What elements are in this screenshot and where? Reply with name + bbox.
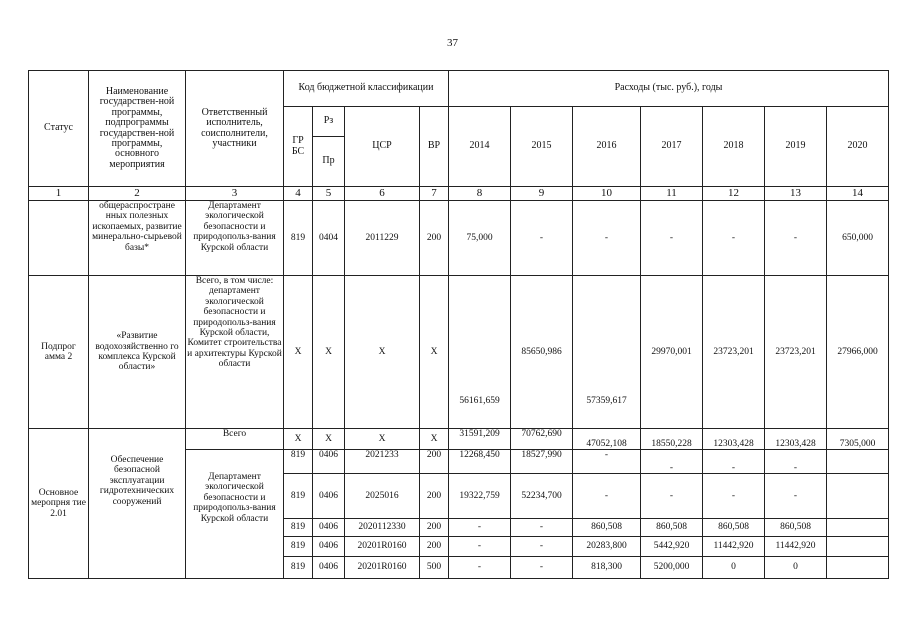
grbs-cell: 819 [284, 201, 313, 276]
amount-2016: 818,300 [573, 557, 641, 579]
amount-2015: 52234,700 [511, 474, 573, 519]
executor-cell: Департамент экологической безопасности и природопольз-вания Курской области [186, 201, 284, 276]
grbs-cell: 819 [284, 474, 313, 519]
amount-2014: 31591,209 [449, 429, 511, 450]
vr-cell: X [420, 429, 449, 450]
table-row [29, 429, 889, 450]
table-row [29, 276, 889, 429]
amount-2019: 23723,201 [765, 276, 827, 429]
amount-2020 [827, 519, 889, 537]
vr-cell: 500 [420, 557, 449, 579]
amount-2016: - [573, 201, 641, 276]
page-number: 37 [447, 37, 458, 49]
header-year-2016: 2016 [573, 107, 641, 187]
amount-2017: 18550,228 [641, 429, 703, 450]
amount-2015: - [511, 201, 573, 276]
col-number: 5 [313, 187, 345, 201]
rz-pr-cell: 0406 [313, 519, 345, 537]
col-number: 3 [186, 187, 284, 201]
csr-cell: 2020112330 [345, 519, 420, 537]
amount-2020: 27966,000 [827, 276, 889, 429]
grbs-cell: 819 [284, 537, 313, 557]
amount-2015: 85650,986 [511, 276, 573, 429]
amount-2016: 47052,108 [573, 429, 641, 450]
header-row-1 [29, 71, 889, 107]
amount-2018: - [703, 474, 765, 519]
amount-2018: 860,508 [703, 519, 765, 537]
csr-cell: 2011229 [345, 201, 420, 276]
col-number: 12 [703, 187, 765, 201]
amount-2015: - [511, 537, 573, 557]
col-number: 11 [641, 187, 703, 201]
executor-cell: Всего, в том числе: департамент экологической безопасности и природопольз-вания Курской области, Комитет строительства и архитектуры Курской области [186, 276, 284, 429]
header-year-2018: 2018 [703, 107, 765, 187]
amount-2017: 29970,001 [641, 276, 703, 429]
amount-2020 [827, 450, 889, 474]
csr-cell: 2025016 [345, 474, 420, 519]
col-number: 10 [573, 187, 641, 201]
header-year-2019: 2019 [765, 107, 827, 187]
csr-cell: 20201R0160 [345, 537, 420, 557]
csr-cell: X [345, 429, 420, 450]
amount-2014: - [449, 557, 511, 579]
amount-2020: 650,000 [827, 201, 889, 276]
amount-2019: 860,508 [765, 519, 827, 537]
amount-2019: 0 [765, 557, 827, 579]
column-number-row [29, 187, 889, 201]
amount-2019: - [765, 201, 827, 276]
header-year-2020: 2020 [827, 107, 889, 187]
amount-2018: 0 [703, 557, 765, 579]
amount-2015: - [511, 519, 573, 537]
header-pr: Пр [313, 137, 345, 187]
budget-table [28, 70, 889, 579]
col-number: 14 [827, 187, 889, 201]
name-cell: общераспростране нных полезных ископаемых, развитие минерально-сырьевой базы* [89, 201, 186, 276]
name-cell: «Развитие водохозяйственно го комплекса Курской области» [89, 276, 186, 429]
header-rz: Рз [313, 107, 345, 137]
header-budget-code: Код бюджетной классификации [284, 71, 449, 107]
header-year-2015: 2015 [511, 107, 573, 187]
header-csr: ЦСР [345, 107, 420, 187]
amount-2014: 75,000 [449, 201, 511, 276]
amount-2020: 7305,000 [827, 429, 889, 450]
executor-cell: Всего [186, 429, 284, 450]
grbs-cell: X [284, 276, 313, 429]
amount-2019: - [765, 450, 827, 474]
col-number: 4 [284, 187, 313, 201]
header-vr: ВР [420, 107, 449, 187]
name-cell: Обеспечение безопасной эксплуатации гидротехнических сооружений [89, 429, 186, 579]
col-number: 13 [765, 187, 827, 201]
amount-2019: - [765, 474, 827, 519]
vr-cell: 200 [420, 519, 449, 537]
amount-2016: - [573, 450, 641, 474]
vr-cell: 200 [420, 201, 449, 276]
header-grbs: ГР БС [284, 107, 313, 187]
header-executor: Ответственный исполнитель, соисполнители, участники [186, 71, 284, 187]
vr-cell: 200 [420, 474, 449, 519]
rz-pr-cell: 0404 [313, 201, 345, 276]
rz-pr-cell: 0406 [313, 537, 345, 557]
header-expenses: Расходы (тыс. руб.), годы [449, 71, 889, 107]
grbs-cell: 819 [284, 450, 313, 474]
csr-cell: 20201R0160 [345, 557, 420, 579]
rz-pr-cell: X [313, 276, 345, 429]
amount-2019: 12303,428 [765, 429, 827, 450]
col-number: 9 [511, 187, 573, 201]
amount-2016: - [573, 474, 641, 519]
header-year-2017: 2017 [641, 107, 703, 187]
amount-2014: 12268,450 [449, 450, 511, 474]
amount-2020 [827, 557, 889, 579]
rz-pr-cell: 0406 [313, 557, 345, 579]
col-number: 1 [29, 187, 89, 201]
table-row [29, 201, 889, 276]
amount-2017: 5442,920 [641, 537, 703, 557]
csr-cell: X [345, 276, 420, 429]
amount-2014: 19322,759 [449, 474, 511, 519]
col-number: 2 [89, 187, 186, 201]
amount-2018: 11442,920 [703, 537, 765, 557]
amount-2018: 23723,201 [703, 276, 765, 429]
amount-2015: - [511, 557, 573, 579]
amount-2017: - [641, 201, 703, 276]
vr-cell: 200 [420, 450, 449, 474]
amount-2016: 860,508 [573, 519, 641, 537]
amount-2017: - [641, 474, 703, 519]
grbs-cell: 819 [284, 519, 313, 537]
rz-pr-cell: 0406 [313, 474, 345, 519]
col-number: 6 [345, 187, 420, 201]
grbs-cell: 819 [284, 557, 313, 579]
amount-2018: 12303,428 [703, 429, 765, 450]
rz-pr-cell: 0406 [313, 450, 345, 474]
amount-2014: - [449, 519, 511, 537]
amount-2015: 70762,690 [511, 429, 573, 450]
status-cell: Основное меропрня тие 2.01 [29, 429, 89, 579]
amount-2014: - [449, 537, 511, 557]
amount-2018: - [703, 201, 765, 276]
amount-2020 [827, 537, 889, 557]
grbs-cell: X [284, 429, 313, 450]
vr-cell: 200 [420, 537, 449, 557]
status-cell [29, 201, 89, 276]
amount-2019: 11442,920 [765, 537, 827, 557]
amount-2017: 860,508 [641, 519, 703, 537]
vr-cell: X [420, 276, 449, 429]
header-year-2014: 2014 [449, 107, 511, 187]
amount-2016: 57359,617 [573, 276, 641, 429]
amount-2017: - [641, 450, 703, 474]
col-number: 8 [449, 187, 511, 201]
header-status: Статус [29, 71, 89, 187]
amount-2020 [827, 474, 889, 519]
col-number: 7 [420, 187, 449, 201]
amount-2015: 18527,990 [511, 450, 573, 474]
amount-2018: - [703, 450, 765, 474]
amount-2017: 5200,000 [641, 557, 703, 579]
status-cell: Подпрог амма 2 [29, 276, 89, 429]
amount-2016: 20283,800 [573, 537, 641, 557]
executor-cell: Департамент экологической безопасности и природопольз-вания Курской области [186, 450, 284, 579]
header-name: Наименование государствен-ной программы, подпрограммы государствен-ной программы, основного мероприятия [89, 71, 186, 187]
csr-cell: 2021233 [345, 450, 420, 474]
amount-2014: 56161,659 [449, 276, 511, 429]
rz-pr-cell: X [313, 429, 345, 450]
